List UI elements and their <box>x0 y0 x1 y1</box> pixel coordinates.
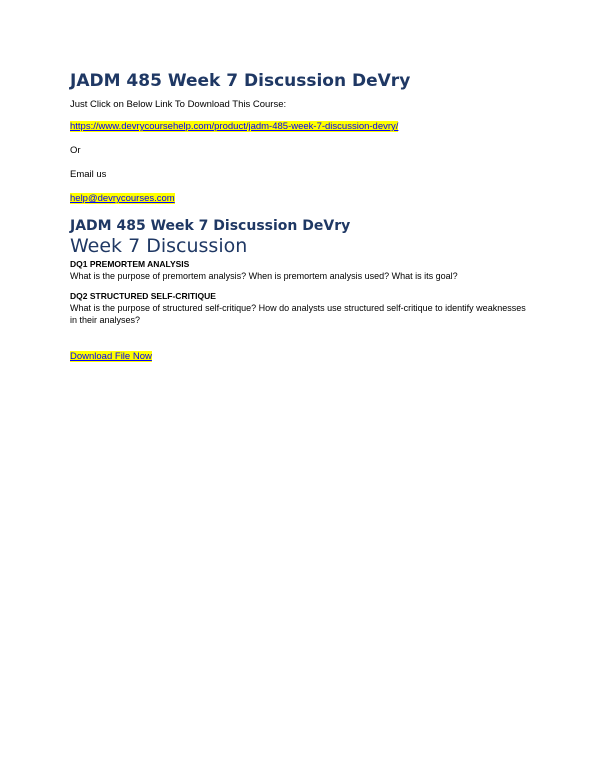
or-text: Or <box>70 145 81 156</box>
course-link-line <box>70 120 530 133</box>
download-link[interactable]: Download File Now <box>70 351 152 362</box>
question-2-label: DQ2 STRUCTURED SELF-CRITIQUE <box>70 291 216 301</box>
question-1-text: What is the purpose of premortem analysis? When is premortem analysis used? What is its goal? <box>70 271 458 281</box>
question-2-text: What is the purpose of structured self-critique? How do analysts use structured self-critique to identify weaknesses in their analyses? <box>70 303 526 325</box>
course-link[interactable]: https://www.devrycoursehelp.com/product/jadm-485-week-7-discussion-devry/ <box>70 121 399 132</box>
email-label: Email us <box>70 169 107 180</box>
question-1-label: DQ1 PREMORTEM ANALYSIS <box>70 259 190 269</box>
email-link-line <box>70 192 530 205</box>
email-link[interactable]: help@devrycourses.com <box>70 193 175 204</box>
intro-text: Just Click on Below Link To Download This Course: <box>70 99 287 110</box>
section-heading: Week 7 Discussion <box>70 235 248 257</box>
document-subtitle: JADM 485 Week 7 Discussion DeVry <box>70 218 351 234</box>
document-title: JADM 485 Week 7 Discussion DeVry <box>70 71 411 91</box>
download-link-line <box>70 350 530 363</box>
